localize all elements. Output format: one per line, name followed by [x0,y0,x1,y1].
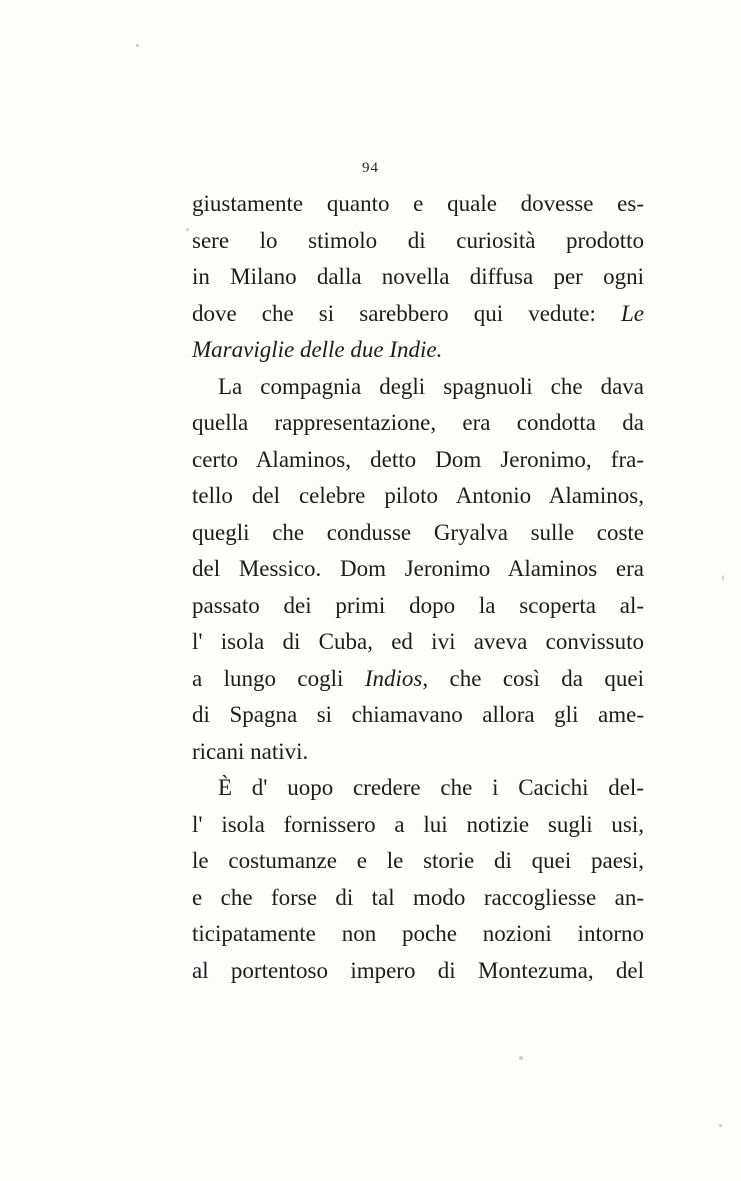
line-text: passato dei primi dopo la scoperta al- [192,592,644,618]
text-line [192,332,644,369]
text-line [192,515,644,552]
line-text: ricani nativi. [192,738,309,764]
text-line [192,442,644,479]
line-text: e che forse di tal modo raccogliesse an- [192,884,644,910]
line-text: l' isola di Cuba, ed ivi aveva convissuto [192,629,644,654]
paper-speck [722,575,724,581]
text-line [192,405,644,442]
text-line [192,697,644,734]
page-number: 94 [362,160,379,176]
line-text: sere lo stimolo di curiosità prodotto [192,227,644,253]
text-line [192,770,644,807]
text-line [192,186,644,223]
paper-speck [519,1056,523,1060]
text-line [192,478,644,515]
body-text [192,186,644,989]
line-text: quella rappresentazione, era condotta da [192,410,644,435]
line-text: in Milano dalla novella diffusa per ogni [192,264,644,289]
paper-speck [136,44,139,47]
text-line [192,369,644,406]
line-text: La compagnia degli spagnuoli che dava [218,373,644,399]
line-text: a lungo cogli [192,665,365,691]
line-text: quegli che condusse Gryalva sulle coste [192,519,644,545]
text-line [192,807,644,844]
line-text: le costumanze e le storie di quei paesi, [192,848,644,873]
text-line [192,259,644,296]
line-text: tello del celebre piloto Antonio Alaminos, [192,483,644,508]
text-line [192,551,644,588]
line-text: del Messico. Dom Jeronimo Alaminos era [192,556,644,581]
italic-text: Le [621,300,644,326]
line-text: l' isola fornissero a lui notizie sugli usi, [192,811,644,837]
text-line [192,588,644,625]
text-line [192,843,644,880]
line-text: È d' uopo credere che i Cacichi del- [218,775,644,800]
text-line [192,223,644,260]
italic-text: Maraviglie delle due Indie. [192,337,443,362]
line-text: di Spagna si chiamavano allora gli ame- [192,702,644,727]
text-line [192,734,644,771]
paper-speck [719,1124,722,1127]
line-text: dove che si sarebbero qui vedute: [192,300,621,326]
text-line [192,880,644,917]
line-text: certo Alaminos, detto Dom Jeronimo, fra- [192,446,644,472]
text-line [192,953,644,990]
line-text: giustamente quanto e quale dovesse es- [192,191,644,216]
text-line [192,661,644,698]
italic-text: Indios [364,665,423,691]
line-text: ticipatamente non poche nozioni intorno [192,921,644,946]
text-line [192,296,644,333]
line-text: , che così da quei [422,665,644,691]
paper-speck [186,228,189,231]
text-line [192,624,644,661]
line-text: al portentoso impero di Montezuma, del [192,957,644,983]
text-line [192,916,644,953]
